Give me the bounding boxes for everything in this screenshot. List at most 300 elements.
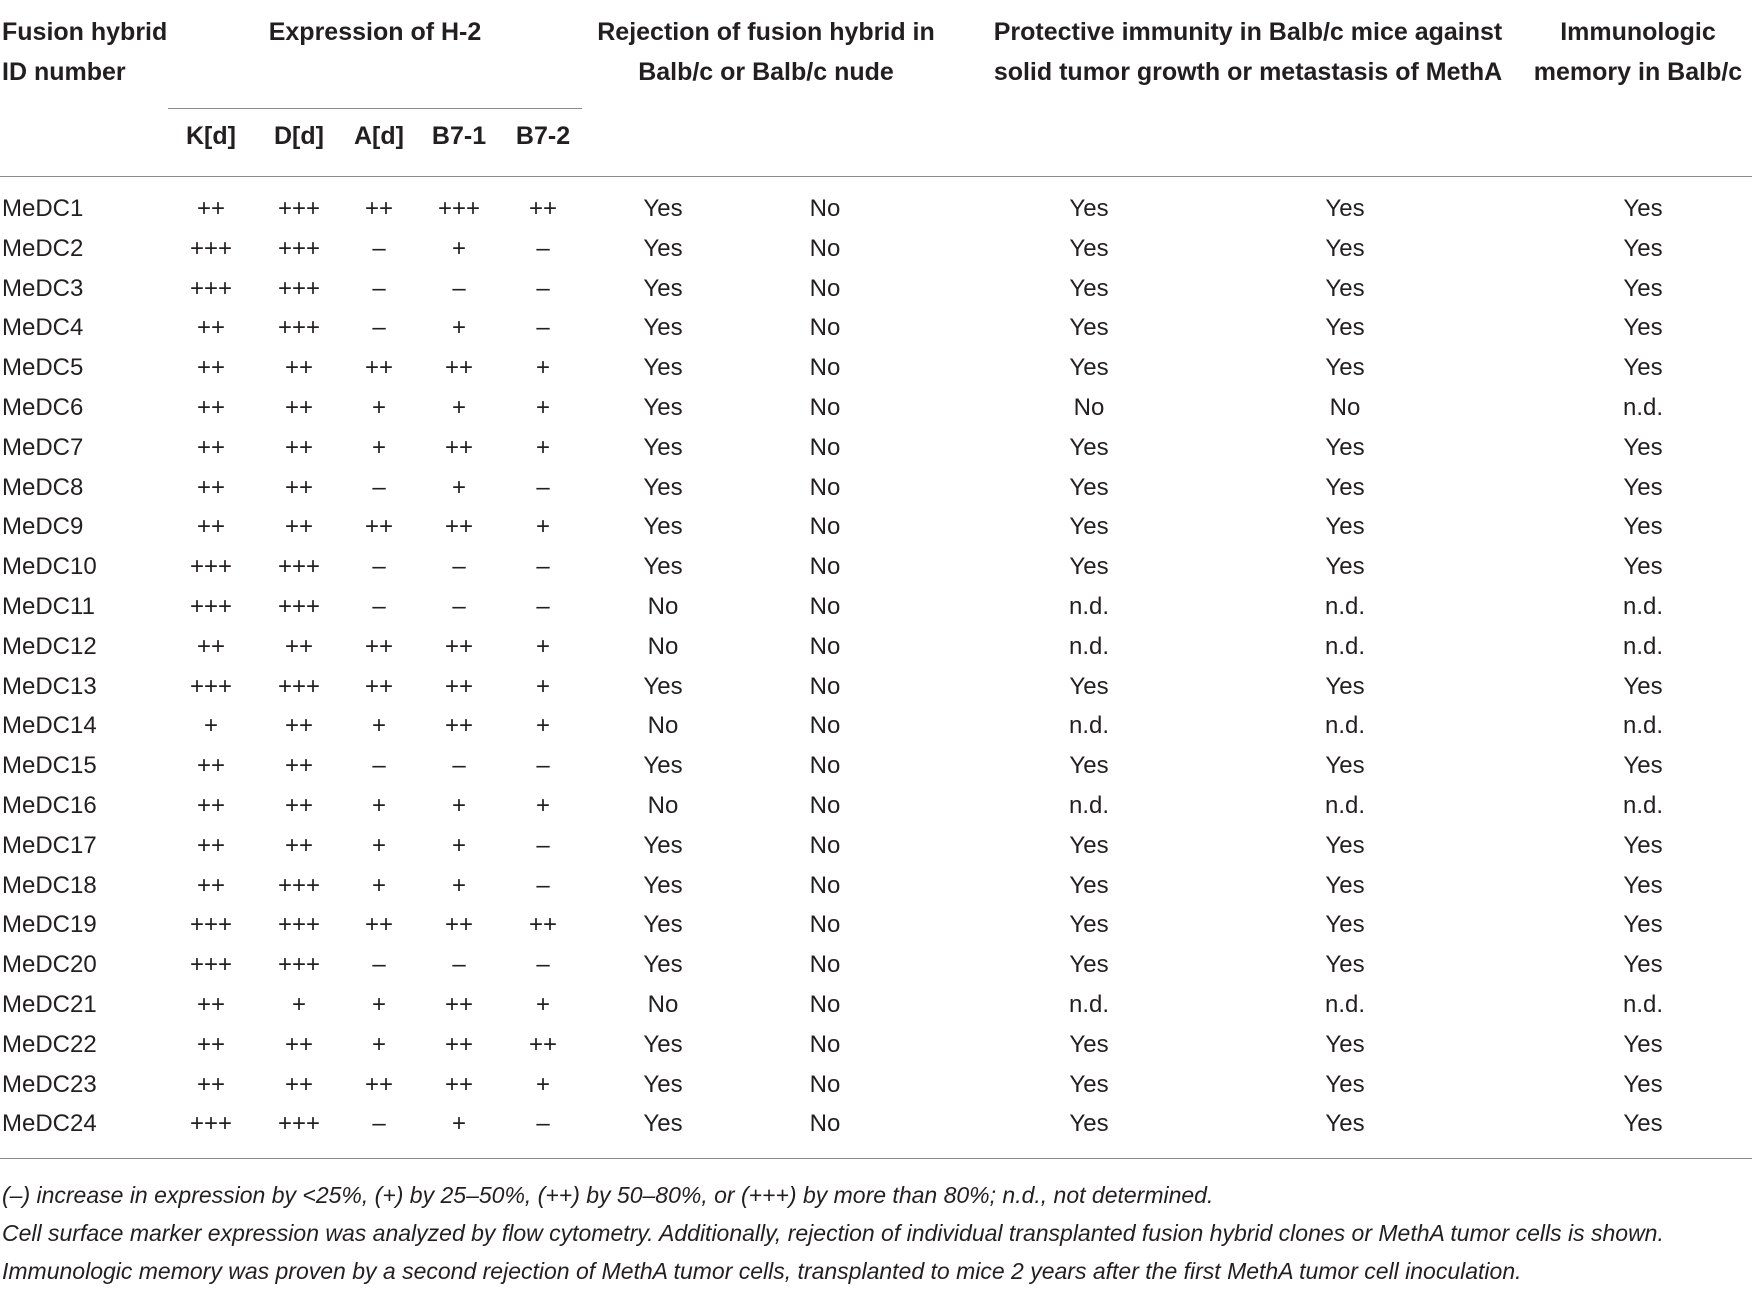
cell-id: MeDC18 <box>2 871 97 899</box>
cell-id: MeDC7 <box>2 433 84 461</box>
cell-kd: +++ <box>189 274 233 302</box>
cell-id: MeDC15 <box>2 752 97 780</box>
table-row <box>0 191 1752 231</box>
cell-protection-metastasis: Yes <box>1325 234 1365 262</box>
cell-rejection-balbc: Yes <box>643 314 683 342</box>
cell-rejection-nude: No <box>809 195 841 222</box>
cell-b71: ++ <box>444 354 474 382</box>
cell-kd: ++ <box>196 393 226 421</box>
cell-dd: ++ <box>284 752 314 780</box>
table-row <box>0 788 1752 828</box>
cell-b72: – <box>536 1110 550 1138</box>
cell-kd: +++ <box>189 234 233 262</box>
cell-ad: ++ <box>364 354 394 382</box>
cell-protection-metastasis: Yes <box>1325 1030 1365 1058</box>
cell-rejection-nude: No <box>809 752 841 780</box>
cell-memory: Yes <box>1623 951 1663 979</box>
cell-dd: +++ <box>277 553 321 581</box>
cell-b72: + <box>535 632 550 660</box>
cell-b71: + <box>451 1110 466 1138</box>
cell-protection-solid: Yes <box>1069 433 1109 461</box>
cell-protection-solid: Yes <box>1069 354 1109 382</box>
cell-protection-metastasis: Yes <box>1325 1110 1365 1138</box>
cell-protection-metastasis: n.d. <box>1324 990 1366 1018</box>
cell-b72: ++ <box>528 195 558 222</box>
cell-protection-metastasis: Yes <box>1325 274 1365 302</box>
cell-b71: – <box>452 951 466 979</box>
cell-kd: ++ <box>196 195 226 222</box>
table-row <box>0 1067 1752 1107</box>
cell-protection-metastasis: Yes <box>1325 314 1365 342</box>
cell-id: MeDC17 <box>2 831 97 859</box>
cell-ad: – <box>372 553 386 581</box>
cell-dd: ++ <box>284 513 314 541</box>
cell-kd: + <box>203 712 218 740</box>
cell-rejection-balbc: Yes <box>643 1030 683 1058</box>
cell-protection-metastasis: n.d. <box>1324 592 1366 620</box>
cell-rejection-nude: No <box>809 791 841 819</box>
cell-b72: + <box>535 1070 550 1098</box>
cell-rejection-nude: No <box>809 433 841 461</box>
cell-b72: – <box>536 234 550 262</box>
cell-kd: ++ <box>196 1070 226 1098</box>
cell-rejection-balbc: Yes <box>643 871 683 899</box>
cell-kd: +++ <box>189 951 233 979</box>
cell-protection-solid: Yes <box>1069 234 1109 262</box>
cell-ad: + <box>371 990 386 1018</box>
table-row <box>0 947 1752 987</box>
cell-b71: – <box>452 274 466 302</box>
cell-b71: ++ <box>444 1070 474 1098</box>
cell-kd: +++ <box>189 553 233 581</box>
cell-b71: ++ <box>444 1030 474 1058</box>
cell-ad: ++ <box>364 1070 394 1098</box>
cell-memory: Yes <box>1623 234 1663 262</box>
cell-b72: + <box>535 791 550 819</box>
header-protective-line1: Protective immunity in Balb/c mice against <box>993 18 1503 46</box>
cell-rejection-nude: No <box>809 354 841 382</box>
cell-kd: ++ <box>196 791 226 819</box>
cell-b72: – <box>536 951 550 979</box>
cell-b71: ++ <box>444 990 474 1018</box>
cell-protection-solid: Yes <box>1069 1030 1109 1058</box>
cell-protection-solid: Yes <box>1069 911 1109 939</box>
cell-dd: +++ <box>277 672 321 700</box>
cell-memory: Yes <box>1623 911 1663 939</box>
cell-rejection-balbc: Yes <box>643 951 683 979</box>
cell-kd: ++ <box>196 752 226 780</box>
cell-rejection-balbc: Yes <box>643 831 683 859</box>
table-row <box>0 748 1752 788</box>
cell-rejection-nude: No <box>809 632 841 660</box>
cell-kd: ++ <box>196 513 226 541</box>
cell-protection-metastasis: Yes <box>1325 951 1365 979</box>
cell-rejection-balbc: Yes <box>643 234 683 262</box>
cell-rejection-balbc: No <box>647 990 679 1018</box>
table-row <box>0 271 1752 311</box>
cell-dd: ++ <box>284 1070 314 1098</box>
cell-protection-solid: n.d. <box>1068 712 1110 740</box>
cell-rejection-balbc: Yes <box>643 274 683 302</box>
cell-memory: Yes <box>1623 752 1663 780</box>
table-row <box>0 310 1752 350</box>
cell-protection-solid: n.d. <box>1068 990 1110 1018</box>
cell-ad: + <box>371 871 386 899</box>
header-protective-line2: solid tumor growth or metastasis of MethA <box>993 58 1503 86</box>
cell-memory: Yes <box>1623 314 1663 342</box>
header-id-line1: Fusion hybrid <box>2 18 168 46</box>
footnote-3: Immunologic memory was proven by a second rejection of MethA tumor cells, transplanted to mice 2 years after the first MethA tumor cell inoculation. <box>2 1258 1522 1284</box>
cell-protection-solid: Yes <box>1069 195 1109 222</box>
cell-memory: n.d. <box>1622 592 1664 620</box>
cell-ad: – <box>372 951 386 979</box>
cell-b71: + <box>451 393 466 421</box>
table-row <box>0 1106 1752 1146</box>
cell-dd: +++ <box>277 314 321 342</box>
cell-memory: Yes <box>1623 672 1663 700</box>
cell-b71: + <box>451 871 466 899</box>
cell-b72: – <box>536 752 550 780</box>
cell-b71: + <box>451 831 466 859</box>
cell-kd: +++ <box>189 592 233 620</box>
header-expression: Expression of H-2 <box>268 18 482 46</box>
cell-rejection-balbc: Yes <box>643 1110 683 1138</box>
cell-protection-metastasis: n.d. <box>1324 791 1366 819</box>
cell-b72: ++ <box>528 911 558 939</box>
cell-rejection-balbc: Yes <box>643 354 683 382</box>
cell-b71: ++ <box>444 672 474 700</box>
subheader-kd: K[d] <box>186 122 236 150</box>
cell-memory: Yes <box>1623 274 1663 302</box>
cell-b71: + <box>451 314 466 342</box>
cell-rejection-nude: No <box>809 234 841 262</box>
cell-protection-metastasis: Yes <box>1325 195 1365 222</box>
cell-rejection-nude: No <box>809 871 841 899</box>
cell-id: MeDC12 <box>2 632 97 660</box>
cell-b71: – <box>452 752 466 780</box>
footnote-1: (–) increase in expression by <25%, (+) by 25–50%, (++) by 50–80%, or (+++) by more than 80%; n.d., not determined. <box>2 1182 1214 1208</box>
cell-ad: ++ <box>364 672 394 700</box>
cell-rejection-nude: No <box>809 513 841 541</box>
cell-ad: ++ <box>364 632 394 660</box>
header-rule <box>0 176 1752 177</box>
cell-kd: ++ <box>196 473 226 501</box>
cell-b71: ++ <box>444 513 474 541</box>
cell-protection-metastasis: Yes <box>1325 871 1365 899</box>
cell-ad: + <box>371 433 386 461</box>
cell-ad: – <box>372 752 386 780</box>
cell-id: MeDC23 <box>2 1070 97 1098</box>
cell-rejection-nude: No <box>809 951 841 979</box>
cell-dd: ++ <box>284 1030 314 1058</box>
table-row <box>0 987 1752 1027</box>
cell-id: MeDC21 <box>2 990 97 1018</box>
cell-rejection-balbc: Yes <box>643 195 683 222</box>
cell-dd: ++ <box>284 473 314 501</box>
cell-rejection-balbc: Yes <box>643 672 683 700</box>
cell-memory: Yes <box>1623 831 1663 859</box>
cell-protection-metastasis: Yes <box>1325 911 1365 939</box>
cell-kd: ++ <box>196 632 226 660</box>
cell-protection-solid: Yes <box>1069 314 1109 342</box>
cell-id: MeDC19 <box>2 911 97 939</box>
cell-kd: +++ <box>189 672 233 700</box>
cell-rejection-nude: No <box>809 831 841 859</box>
cell-memory: Yes <box>1623 871 1663 899</box>
cell-rejection-balbc: Yes <box>643 433 683 461</box>
cell-ad: – <box>372 234 386 262</box>
cell-ad: – <box>372 1110 386 1138</box>
cell-rejection-nude: No <box>809 712 841 740</box>
table-row <box>0 1027 1752 1067</box>
cell-id: MeDC11 <box>2 592 95 620</box>
cell-protection-metastasis: Yes <box>1325 473 1365 501</box>
cell-b72: + <box>535 354 550 382</box>
cell-ad: – <box>372 592 386 620</box>
cell-kd: ++ <box>196 831 226 859</box>
table-row <box>0 350 1752 390</box>
cell-b72: + <box>535 990 550 1018</box>
cell-ad: ++ <box>364 513 394 541</box>
cell-b72: + <box>535 712 550 740</box>
cell-rejection-nude: No <box>809 393 841 421</box>
footnotes <box>2 1176 1664 1290</box>
cell-rejection-nude: No <box>809 473 841 501</box>
cell-dd: ++ <box>284 354 314 382</box>
cell-memory: Yes <box>1623 473 1663 501</box>
cell-rejection-balbc: No <box>647 791 679 819</box>
subheader-b72: B7-2 <box>515 122 571 150</box>
cell-dd: +++ <box>277 234 321 262</box>
cell-dd: +++ <box>277 592 321 620</box>
cell-b72: – <box>536 592 550 620</box>
cell-b72: – <box>536 314 550 342</box>
cell-rejection-nude: No <box>809 672 841 700</box>
cell-protection-solid: n.d. <box>1068 592 1110 620</box>
cell-rejection-balbc: No <box>647 592 679 620</box>
cell-memory: n.d. <box>1622 990 1664 1018</box>
cell-id: MeDC2 <box>2 234 84 262</box>
cell-kd: ++ <box>196 354 226 382</box>
cell-id: MeDC13 <box>2 672 97 700</box>
cell-id: MeDC4 <box>2 314 84 342</box>
cell-rejection-balbc: Yes <box>643 473 683 501</box>
subheader-ad: A[d] <box>354 122 404 150</box>
table-row <box>0 669 1752 709</box>
cell-ad: – <box>372 314 386 342</box>
cell-memory: Yes <box>1623 433 1663 461</box>
cell-rejection-nude: No <box>809 314 841 342</box>
cell-kd: ++ <box>196 314 226 342</box>
header-memory-line1: Immunologic <box>1560 18 1716 46</box>
cell-b71: +++ <box>437 195 481 222</box>
cell-rejection-balbc: Yes <box>643 553 683 581</box>
header-rejection <box>586 12 946 92</box>
cell-protection-solid: Yes <box>1069 513 1109 541</box>
cell-dd: ++ <box>284 632 314 660</box>
subheader-b71: B7-1 <box>431 122 487 150</box>
table-row <box>0 828 1752 868</box>
cell-b71: + <box>451 791 466 819</box>
footnote-2: Cell surface marker expression was analyzed by flow cytometry. Additionally, rejection of individual transplanted fusion hybrid clones or MethA tumor cells is shown. <box>2 1220 1664 1246</box>
cell-ad: ++ <box>364 195 394 222</box>
cell-protection-solid: Yes <box>1069 871 1109 899</box>
cell-ad: – <box>372 473 386 501</box>
cell-ad: + <box>371 831 386 859</box>
table-row <box>0 589 1752 629</box>
table-row <box>0 509 1752 549</box>
cell-id: MeDC6 <box>2 393 84 421</box>
cell-dd: ++ <box>284 393 314 421</box>
table-row <box>0 231 1752 271</box>
cell-protection-solid: Yes <box>1069 473 1109 501</box>
header-memory-line2: memory in Balb/c <box>1533 58 1743 86</box>
cell-b72: + <box>535 513 550 541</box>
cell-protection-metastasis: Yes <box>1325 433 1365 461</box>
table-row <box>0 430 1752 470</box>
cell-memory: n.d. <box>1622 791 1664 819</box>
cell-ad: + <box>371 791 386 819</box>
cell-memory: n.d. <box>1622 393 1664 421</box>
bottom-rule <box>0 1158 1752 1159</box>
cell-rejection-balbc: No <box>647 632 679 660</box>
cell-b71: ++ <box>444 632 474 660</box>
cell-memory: Yes <box>1623 195 1663 222</box>
header-protective <box>956 12 1540 92</box>
cell-dd: ++ <box>284 433 314 461</box>
cell-rejection-nude: No <box>809 553 841 581</box>
cell-rejection-nude: No <box>809 911 841 939</box>
cell-id: MeDC22 <box>2 1030 97 1058</box>
table-row <box>0 868 1752 908</box>
cell-dd: +++ <box>277 274 321 302</box>
cell-dd: + <box>291 990 306 1018</box>
cell-memory: Yes <box>1623 1070 1663 1098</box>
cell-protection-solid: Yes <box>1069 1070 1109 1098</box>
cell-id: MeDC1 <box>2 195 84 222</box>
cell-b71: ++ <box>444 712 474 740</box>
cell-dd: +++ <box>277 911 321 939</box>
cell-dd: +++ <box>277 1110 321 1138</box>
cell-ad: ++ <box>364 911 394 939</box>
cell-id: MeDC9 <box>2 513 84 541</box>
cell-kd: ++ <box>196 1030 226 1058</box>
cell-protection-metastasis: Yes <box>1325 1070 1365 1098</box>
cell-rejection-balbc: Yes <box>643 393 683 421</box>
cell-b72: – <box>536 274 550 302</box>
cell-id: MeDC16 <box>2 791 97 819</box>
cell-rejection-balbc: Yes <box>643 513 683 541</box>
table-body <box>0 191 1752 1146</box>
cell-b72: + <box>535 672 550 700</box>
cell-protection-solid: Yes <box>1069 672 1109 700</box>
cell-id: MeDC5 <box>2 354 84 382</box>
header-id <box>2 12 167 92</box>
cell-b72: – <box>536 473 550 501</box>
cell-b71: + <box>451 473 466 501</box>
subheader-dd: D[d] <box>274 122 324 150</box>
cell-id: MeDC10 <box>2 553 97 581</box>
cell-id: MeDC8 <box>2 473 84 501</box>
cell-protection-solid: Yes <box>1069 274 1109 302</box>
cell-b72: ++ <box>528 1030 558 1058</box>
cell-kd: +++ <box>189 1110 233 1138</box>
table-row <box>0 549 1752 589</box>
cell-id: MeDC14 <box>2 712 97 740</box>
cell-dd: +++ <box>277 871 321 899</box>
cell-protection-solid: Yes <box>1069 951 1109 979</box>
table-row <box>0 470 1752 510</box>
cell-b71: ++ <box>444 911 474 939</box>
cell-rejection-balbc: Yes <box>643 1070 683 1098</box>
cell-protection-solid: Yes <box>1069 831 1109 859</box>
cell-b71: ++ <box>444 433 474 461</box>
cell-protection-solid: n.d. <box>1068 791 1110 819</box>
cell-kd: ++ <box>196 871 226 899</box>
cell-memory: Yes <box>1623 553 1663 581</box>
cell-protection-solid: Yes <box>1069 752 1109 780</box>
cell-rejection-balbc: No <box>647 712 679 740</box>
cell-protection-metastasis: Yes <box>1325 672 1365 700</box>
cell-protection-solid: Yes <box>1069 1110 1109 1138</box>
cell-ad: – <box>372 274 386 302</box>
cell-b72: – <box>536 831 550 859</box>
table-row <box>0 708 1752 748</box>
cell-b72: + <box>535 393 550 421</box>
cell-protection-solid: No <box>1073 393 1105 421</box>
cell-protection-metastasis: Yes <box>1325 752 1365 780</box>
cell-rejection-nude: No <box>809 1030 841 1058</box>
cell-b71: – <box>452 553 466 581</box>
cell-dd: ++ <box>284 712 314 740</box>
cell-dd: ++ <box>284 831 314 859</box>
cell-protection-solid: Yes <box>1069 553 1109 581</box>
cell-id: MeDC3 <box>2 274 84 302</box>
cell-protection-solid: n.d. <box>1068 632 1110 660</box>
cell-kd: ++ <box>196 990 226 1018</box>
table-row <box>0 629 1752 669</box>
table-row <box>0 390 1752 430</box>
cell-memory: Yes <box>1623 1110 1663 1138</box>
cell-dd: +++ <box>277 951 321 979</box>
cell-b72: – <box>536 553 550 581</box>
subheader-rule <box>168 108 582 109</box>
header-memory <box>1524 12 1752 92</box>
cell-rejection-balbc: Yes <box>643 752 683 780</box>
cell-rejection-balbc: Yes <box>643 911 683 939</box>
cell-protection-metastasis: n.d. <box>1324 632 1366 660</box>
cell-memory: Yes <box>1623 354 1663 382</box>
cell-b72: – <box>536 871 550 899</box>
cell-protection-metastasis: No <box>1329 393 1361 421</box>
cell-b71: – <box>452 592 466 620</box>
cell-b71: + <box>451 234 466 262</box>
header-rejection-line1: Rejection of fusion hybrid in <box>597 18 935 46</box>
cell-ad: + <box>371 393 386 421</box>
cell-protection-metastasis: n.d. <box>1324 712 1366 740</box>
cell-rejection-nude: No <box>809 274 841 302</box>
header-rejection-line2: Balb/c or Balb/c nude <box>638 58 894 86</box>
cell-memory: n.d. <box>1622 712 1664 740</box>
cell-memory: n.d. <box>1622 632 1664 660</box>
cell-dd: ++ <box>284 791 314 819</box>
cell-b72: + <box>535 433 550 461</box>
cell-rejection-nude: No <box>809 1070 841 1098</box>
cell-protection-metastasis: Yes <box>1325 354 1365 382</box>
cell-id: MeDC20 <box>2 951 97 979</box>
cell-protection-metastasis: Yes <box>1325 513 1365 541</box>
cell-rejection-nude: No <box>809 990 841 1018</box>
